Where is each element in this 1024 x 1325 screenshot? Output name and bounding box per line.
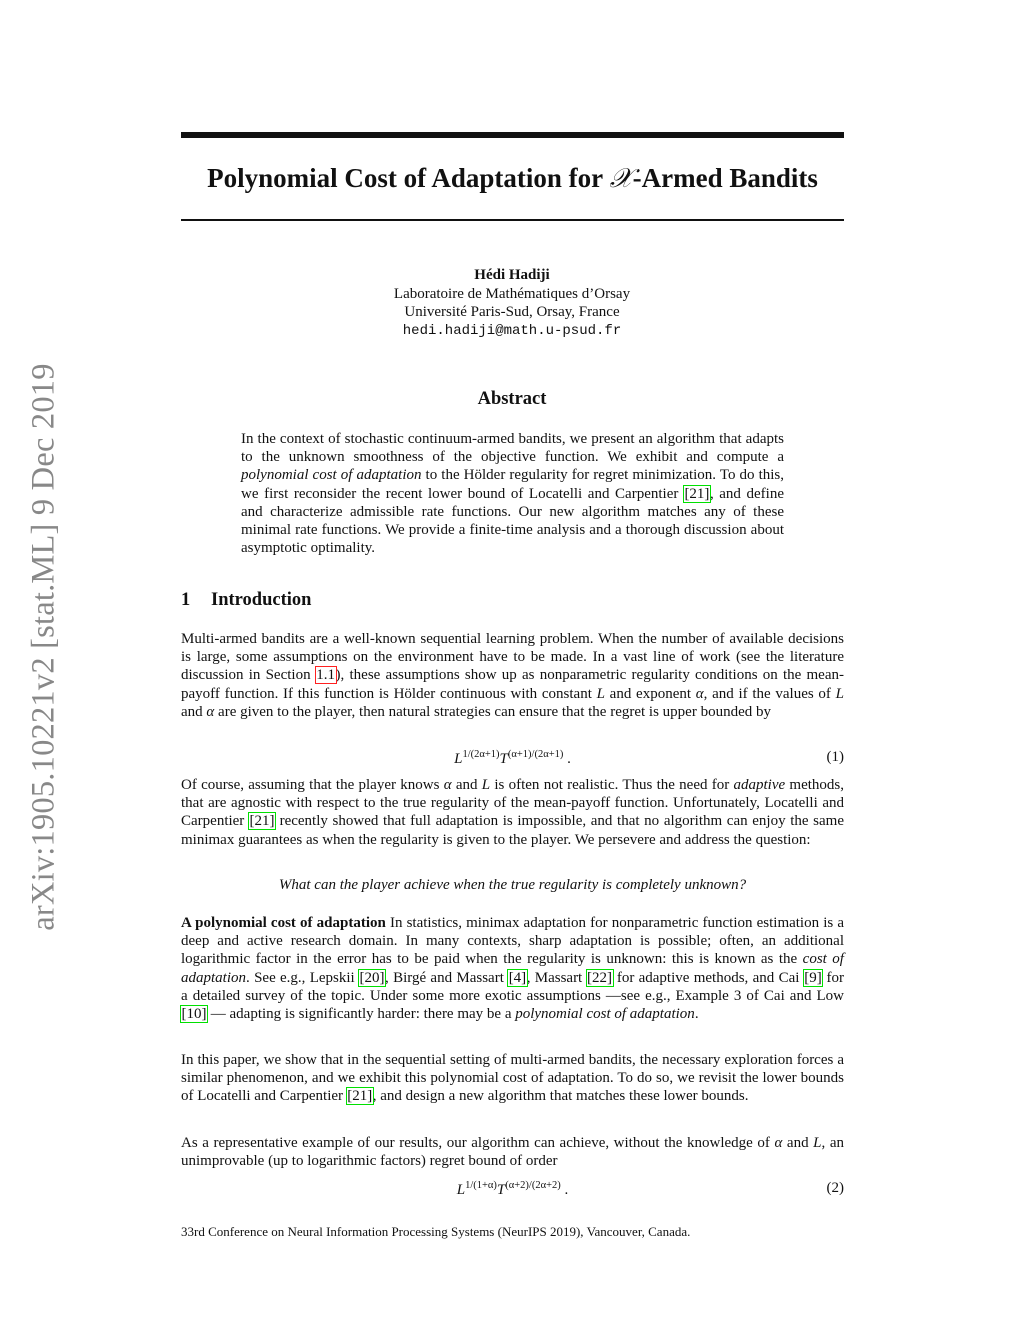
author-lab: Laboratoire de Mathématiques d’Orsay	[393, 285, 631, 302]
equation-2	[181, 1180, 844, 1200]
paper-title	[160, 163, 865, 195]
citation-link[interactable]: [9]	[804, 969, 822, 986]
section-title: Introduction	[211, 590, 312, 610]
arxiv-stamp: arXiv:1905.10221v2 [stat.ML] 9 Dec 2019	[25, 363, 62, 931]
citation-link[interactable]: [4]	[508, 969, 527, 986]
polynomial-cost-paragraph: A polynomial cost of adaptation In statistics, minimax adaptation for nonparametric function estimation is a deep and active research domain. In many contexts, sharp adaptation is possible; often, an additional logarithmic factor in the error has to be paid when the regularity is unknown: this is known as the cost of adaptation. See e.g., Lepskii [20], Birgé and Massart [4], Massart [22] for adaptive methods, and Cai [9] for a detailed survey of the topic. Under some more exotic assumptions —see e.g., Example 3 of Cai and Low [10] — adapting is significantly harder: there may be a polynomial cost of adaptation.	[181, 915, 845, 1023]
citation-link[interactable]: [20]	[359, 969, 385, 986]
paragraph-heading: A polynomial cost of adaptation	[181, 915, 386, 931]
section-ref-link[interactable]: 1.1	[316, 667, 336, 684]
equation-1-expression: $L^{1/(2\alpha+1)}T^{(\alpha+1)/(2\alpha+1)}$ .	[454, 749, 571, 767]
citation-link[interactable]: [21]	[347, 1088, 373, 1105]
equation-2-number: (2)	[826, 1180, 844, 1196]
conference-footer: 33rd Conference on Neural Information Processing Systems (NeurIPS 2019), Vancouver, Canada.	[181, 1224, 691, 1239]
representative-example-paragraph: As a representative example of our results, our algorithm can achieve, without the knowledge of α and L, an unimprovable (up to logarithmic factors) regret bound of order	[181, 1135, 844, 1170]
section-number: 1	[181, 590, 191, 610]
equation-2-expression: $L^{1/(1+\alpha)}T^{(\alpha+2)/(2\alpha+2)}$ .	[456, 1180, 569, 1198]
title-text-end: -Armed Bandits	[632, 163, 818, 193]
research-question: What can the player achieve when the true regularity is completely unknown?	[278, 877, 747, 893]
equation-1-number: (1)	[826, 749, 844, 765]
equation-1	[181, 749, 844, 769]
author-block	[300, 266, 724, 340]
sequential-setting-paragraph: In this paper, we show that in the sequential setting of multi-armed bandits, the necessary exploration forces a similar phenomenon, and we exhibit this polynomial cost of adaptation. To do so, we revisit the lower bounds of Locatelli and Carpentier [21], and design a new algorithm that matches these lower bounds.	[181, 1052, 844, 1105]
intro-paragraph-2: Of course, assuming that the player knows α and L is often not realistic. Thus the need for adaptive methods, that are agnostic with respect to the true regularity of the mean-payoff function. Unfortunately, Locatelli and Carpentier [21] recently showed that full adaptation is impossible, and that no algorithm can enjoy the same minimax guarantees as when the regularity is given to the player. We persevere and address the question:	[181, 777, 845, 848]
citation-link[interactable]: [21]	[684, 485, 710, 502]
citation-link[interactable]: [10]	[181, 1006, 207, 1023]
title-top-rule	[181, 132, 844, 138]
author-email[interactable]: hedi.hadiji@math.u-psud.fr	[402, 322, 622, 339]
author-name: Hédi Hadiji	[474, 267, 550, 283]
section-heading	[181, 590, 311, 611]
abstract-body: In the context of stochastic continuum-armed bandits, we present an algorithm that adapts to the unknown smoothness of the objective function. We exhibit and compute a polynomial cost of adaptation to the Hölder regularity for regret minimization. To do this, we first reconsider the recent lower bound of Locatelli and Carpentier [21], and define and characterize admissible rate functions. Our new algorithm matches any of these minimal rate functions. We provide a finite-time analysis and a thorough discussion about asymptotic optimality.	[241, 431, 784, 557]
author-university: Université Paris-Sud, Orsay, France	[404, 304, 620, 320]
intro-paragraph-1: Multi-armed bandits are a well-known sequential learning problem. When the number of available decisions is large, some assumptions on the environment have to be made. In a vast line of work (see the literature discussion in Section 1.1), these assumptions show up as nonparametric regularity conditions on the mean-payoff function. If this function is Hölder continuous with constant L and exponent α, and if the values of L and α are given to the player, then natural strategies can ensure that the regret is upper bounded by	[181, 631, 844, 720]
citation-link[interactable]: [22]	[587, 969, 613, 986]
abstract-heading: Abstract	[477, 389, 547, 409]
title-bottom-rule	[181, 219, 844, 221]
title-symbol: 𝒳	[609, 163, 633, 194]
title-text-start: Polynomial Cost of Adaptation for	[207, 163, 610, 193]
citation-link[interactable]: [21]	[249, 813, 275, 830]
